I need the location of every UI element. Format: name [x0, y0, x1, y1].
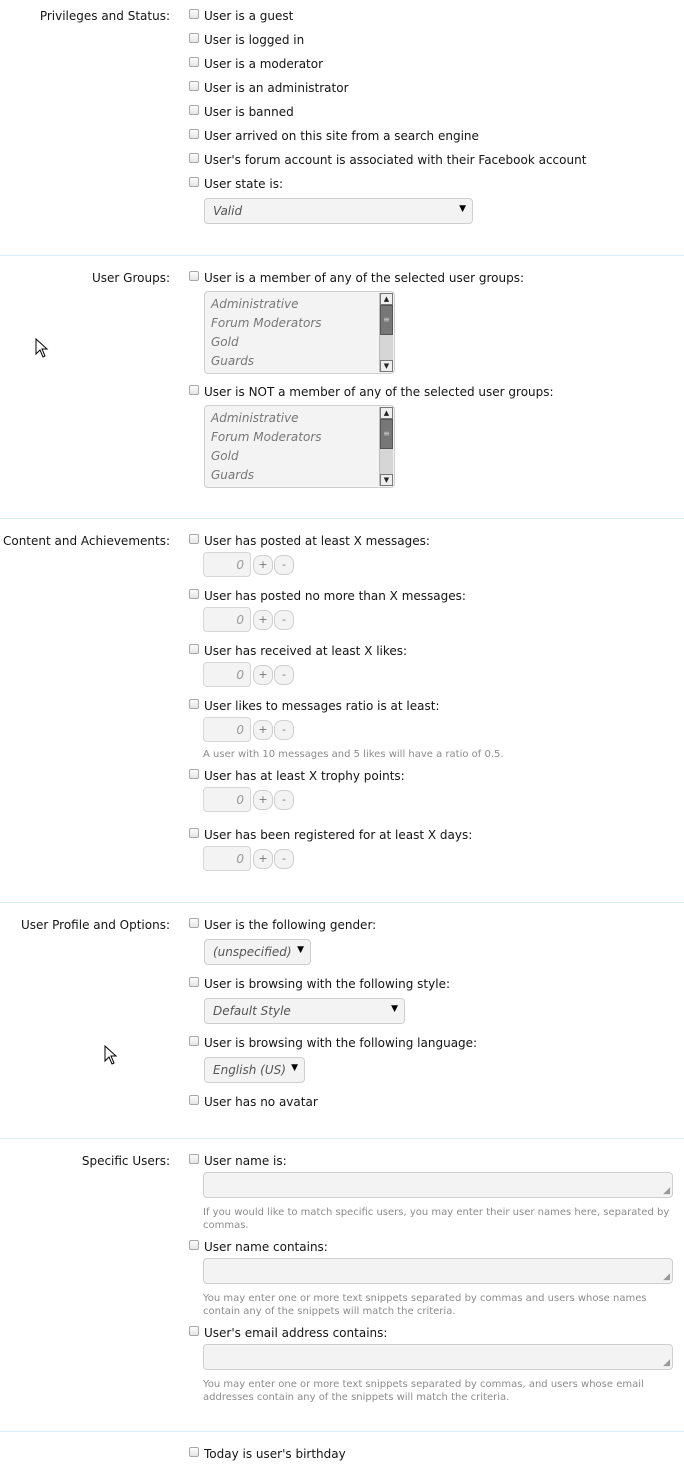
min-likes-checkbox[interactable] — [189, 644, 199, 654]
min-messages-input[interactable]: 0 — [203, 552, 251, 577]
user-state-checkbox[interactable] — [189, 177, 199, 187]
member-of-checkbox[interactable] — [189, 271, 199, 281]
decrement-button[interactable]: - — [274, 849, 294, 869]
like-ratio-checkbox[interactable] — [189, 699, 199, 709]
content-section-label: Content and Achievements: — [2, 534, 170, 548]
max-messages-label: User has posted no more than X messages: — [204, 589, 466, 603]
banned-checkbox[interactable] — [189, 105, 199, 115]
increment-button[interactable]: + — [253, 790, 273, 810]
min-messages-label: User has posted at least X messages: — [204, 534, 430, 548]
language-checkbox[interactable] — [189, 1036, 199, 1046]
language-value: English (US) — [213, 1063, 286, 1077]
scrollbar[interactable] — [379, 293, 393, 372]
section-divider — [0, 518, 684, 519]
no-avatar-label: User has no avatar — [204, 1095, 318, 1109]
max-messages-checkbox[interactable] — [189, 589, 199, 599]
section-divider — [0, 255, 684, 256]
scroll-down-arrow-icon[interactable]: ▼ — [380, 474, 393, 486]
user-state-select[interactable] — [204, 198, 473, 224]
groups-section-label: User Groups: — [92, 271, 170, 285]
decrement-button[interactable]: - — [274, 665, 294, 685]
min-likes-input[interactable]: 0 — [203, 662, 251, 687]
moderator-checkbox[interactable] — [189, 57, 199, 67]
section-divider — [0, 902, 684, 903]
gender-select[interactable] — [204, 939, 311, 965]
member-of-group-list[interactable] — [204, 291, 395, 374]
mouse-pointer-icon — [35, 338, 49, 358]
increment-button[interactable]: + — [253, 610, 273, 630]
search-engine-checkbox[interactable] — [189, 129, 199, 139]
chevron-down-icon: ▼ — [391, 1004, 398, 1014]
like-ratio-input[interactable]: 0 — [203, 717, 251, 742]
birthday-checkbox[interactable] — [189, 1447, 199, 1457]
user-name-is-checkbox[interactable] — [189, 1154, 199, 1164]
style-value: Default Style — [213, 1004, 291, 1018]
moderator-label: User is a moderator — [204, 57, 324, 71]
list-item[interactable]: Gold — [211, 335, 239, 349]
list-item[interactable]: Gold — [211, 449, 239, 463]
specific-users-section-label: Specific Users: — [81, 1154, 170, 1168]
increment-button[interactable]: + — [253, 720, 273, 740]
administrator-checkbox[interactable] — [189, 81, 199, 91]
trophy-points-input[interactable]: 0 — [203, 787, 251, 812]
profile-section-label: User Profile and Options: — [20, 918, 170, 932]
scrollbar[interactable] — [379, 407, 393, 486]
decrement-button[interactable]: - — [274, 720, 294, 740]
style-label: User is browsing with the following style: — [204, 977, 450, 991]
min-likes-label: User has received at least X likes: — [204, 644, 408, 658]
scroll-up-arrow-icon[interactable]: ▲ — [380, 407, 393, 419]
user-name-is-label: User name is: — [204, 1154, 287, 1168]
trophy-points-checkbox[interactable] — [189, 769, 199, 779]
style-select[interactable] — [204, 998, 405, 1024]
section-divider — [0, 1138, 684, 1139]
language-label: User is browsing with the following language: — [204, 1036, 478, 1050]
increment-button[interactable]: + — [253, 665, 273, 685]
email-contains-hint: You may enter one or more text snippets separated by commas, and users whose email addresses contain any of the snippets will match the criteria. — [203, 1379, 644, 1403]
registered-days-input[interactable]: 0 — [203, 846, 251, 871]
mouse-pointer-icon — [104, 1045, 118, 1065]
email-contains-textarea[interactable] — [203, 1344, 673, 1370]
scroll-up-arrow-icon[interactable]: ▲ — [380, 293, 393, 305]
list-item[interactable]: Administrative — [211, 411, 299, 425]
scroll-down-arrow-icon[interactable]: ▼ — [380, 360, 393, 372]
chevron-down-icon: ▼ — [459, 204, 466, 214]
increment-button[interactable]: + — [253, 849, 273, 869]
not-member-of-group-list[interactable] — [204, 405, 395, 488]
email-contains-label: User's email address contains: — [204, 1326, 388, 1340]
list-item[interactable]: Forum Moderators — [211, 430, 322, 444]
privileges-section-label: Privileges and Status: — [39, 9, 170, 23]
resize-grip-icon[interactable]: ◢ — [663, 1272, 670, 1282]
user-name-contains-label: User name contains: — [204, 1240, 328, 1254]
not-member-of-label: User is NOT a member of any of the selected user groups: — [204, 385, 554, 399]
user-state-label: User state is: — [204, 177, 284, 191]
user-state-value: Valid — [213, 204, 243, 218]
style-checkbox[interactable] — [189, 977, 199, 987]
increment-button[interactable]: + — [253, 555, 273, 575]
user-name-contains-checkbox[interactable] — [189, 1240, 199, 1250]
chevron-down-icon: ▼ — [297, 945, 304, 955]
facebook-label: User's forum account is associated with their Facebook account — [204, 153, 587, 167]
list-item[interactable]: Guards — [211, 354, 255, 368]
resize-grip-icon[interactable]: ◢ — [663, 1186, 670, 1196]
logged-in-label: User is logged in — [204, 33, 305, 47]
guest-label: User is a guest — [204, 9, 294, 23]
language-select[interactable] — [204, 1057, 305, 1083]
chevron-down-icon: ▼ — [291, 1063, 298, 1073]
scrollbar-thumb[interactable]: ≡ — [380, 419, 393, 449]
user-name-contains-hint: You may enter one or more text snippets separated by commas and users whose names contain any of the snippets will match the criteria. — [203, 1293, 647, 1317]
member-of-label: User is a member of any of the selected user groups: — [204, 271, 524, 285]
not-member-of-checkbox[interactable] — [189, 385, 199, 395]
user-name-is-textarea[interactable] — [203, 1172, 673, 1198]
banned-label: User is banned — [204, 105, 294, 119]
like-ratio-hint: A user with 10 messages and 5 likes will have a ratio of 0.5. — [203, 749, 504, 760]
gender-label: User is the following gender: — [204, 918, 377, 932]
list-item[interactable]: Administrative — [211, 297, 299, 311]
like-ratio-label: User likes to messages ratio is at least: — [204, 699, 440, 713]
birthday-label: Today is user's birthday — [204, 1447, 346, 1461]
registered-days-label: User has been registered for at least X days: — [204, 828, 473, 842]
list-item[interactable]: Forum Moderators — [211, 316, 322, 330]
decrement-button[interactable]: - — [274, 555, 294, 575]
logged-in-checkbox[interactable] — [189, 33, 199, 43]
email-contains-checkbox[interactable] — [189, 1326, 199, 1336]
gender-value: (unspecified) — [213, 945, 292, 959]
min-messages-checkbox[interactable] — [189, 534, 199, 544]
guest-checkbox[interactable] — [189, 9, 199, 19]
max-messages-input[interactable]: 0 — [203, 607, 251, 632]
gender-checkbox[interactable] — [189, 918, 199, 928]
decrement-button[interactable]: - — [274, 610, 294, 630]
registered-days-checkbox[interactable] — [189, 828, 199, 838]
facebook-checkbox[interactable] — [189, 153, 199, 163]
list-item[interactable]: Guards — [211, 468, 255, 482]
scrollbar-thumb[interactable]: ≡ — [380, 305, 393, 335]
user-name-is-hint: If you would like to match specific users, you may enter their user names here, separated by commas. — [203, 1207, 670, 1231]
trophy-points-label: User has at least X trophy points: — [204, 769, 405, 783]
search-engine-label: User arrived on this site from a search engine — [204, 129, 479, 143]
user-name-contains-textarea[interactable] — [203, 1258, 673, 1284]
resize-grip-icon[interactable]: ◢ — [663, 1358, 670, 1368]
section-divider — [0, 1431, 684, 1432]
administrator-label: User is an administrator — [204, 81, 349, 95]
no-avatar-checkbox[interactable] — [189, 1095, 199, 1105]
decrement-button[interactable]: - — [274, 790, 294, 810]
